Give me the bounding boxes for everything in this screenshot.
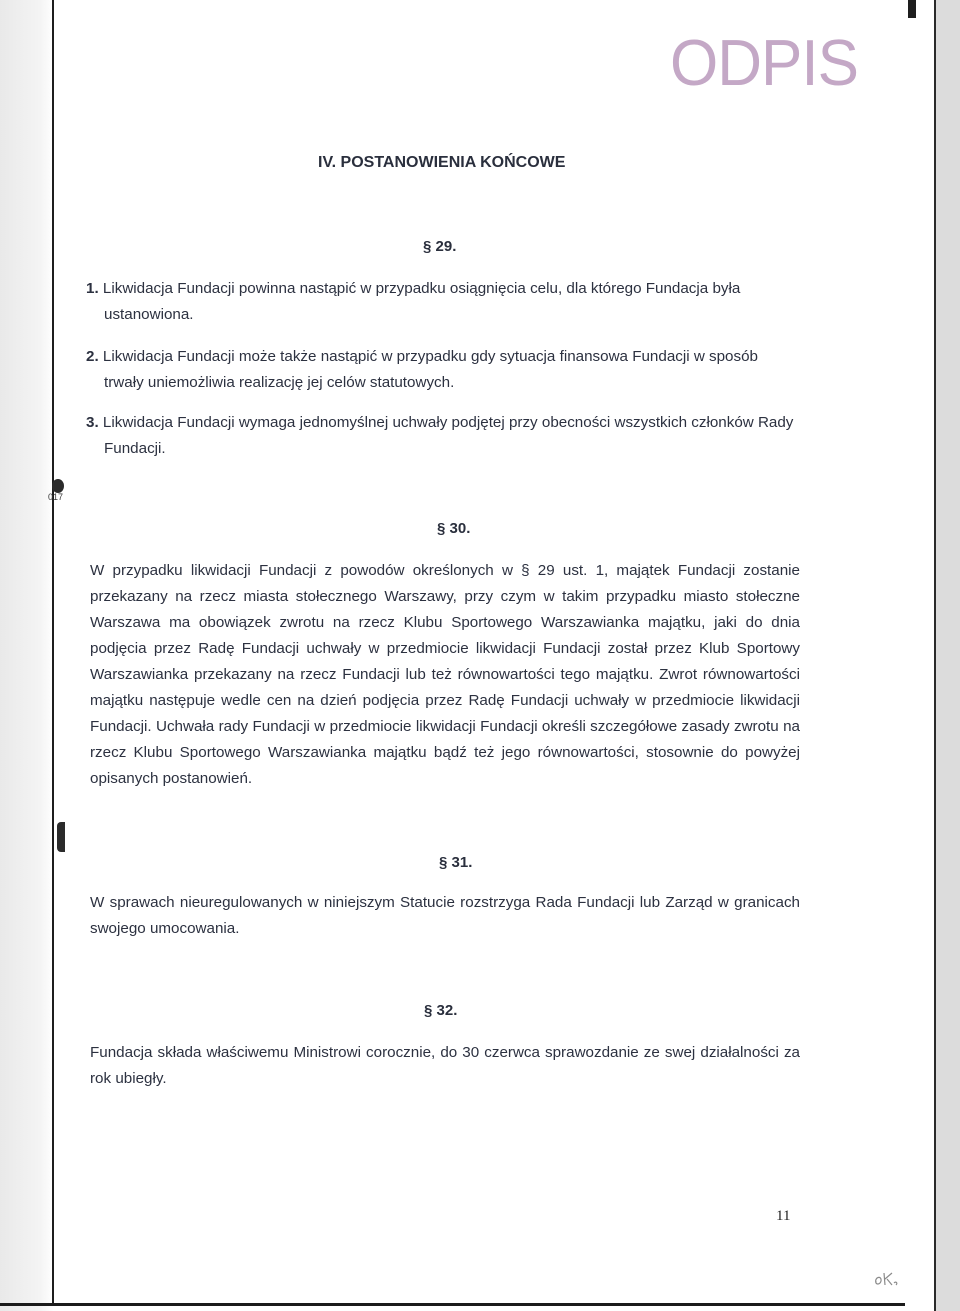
scan-left-edge [0,0,54,1311]
chapter-heading: IV. POSTANOWIENIA KOŃCOWE [318,154,566,171]
handwritten-initials-icon [872,1267,908,1291]
paragraph-line: majątku następuje wedle cen na dzień podjęcia przez Radę Fundacji uchwały w przedmiocie likwidacji [90,692,800,709]
page-number: 11 [776,1208,791,1224]
paragraph-line: swojego umocowania. [90,920,240,937]
scan-right-border [934,0,936,1311]
item-number: 1. [86,280,99,297]
item-text-cont: ustanowiona. [104,306,194,323]
paragraph-line: Fundacji. Uchwała rady Fundacji w przedmiocie likwidacji Fundacji określi szczegółowe zasady zwrotu na [90,718,800,735]
item-text-cont: Fundacji. [104,440,166,457]
section-29-title: § 29. [423,238,457,255]
s29-item-3 [86,410,816,462]
paragraph-line: Warszawianka przekazany na rzecz Fundacji lub też równowartości tego majątku. Zwrot równowartości [90,666,800,683]
s31-paragraph [90,890,800,942]
s30-paragraph [90,558,800,792]
paragraph-line: rok ubiegły. [90,1070,167,1087]
s32-paragraph [90,1040,800,1092]
scan-corner-mark [908,0,916,18]
paragraph-line: W sprawach nieuregulowanych w niniejszym Statucie rozstrzyga Rada Fundacji lub Zarząd w granicach [90,894,800,911]
paragraph-line: opisanych postanowień. [90,770,253,787]
item-text: Likwidacja Fundacji może także nastąpić w przypadku gdy sytuacja finansowa Fundacji w sposób [102,348,758,365]
section-31-title: § 31. [439,854,473,871]
item-text: Likwidacja Fundacji wymaga jednomyślnej uchwały podjętej przy obecności wszystkich członków Rady [102,414,794,431]
binding-hole-icon [46,478,64,502]
scan-right-shadow [936,0,960,1311]
item-number: 3. [86,414,99,431]
section-30-title: § 30. [437,520,471,537]
item-text: Likwidacja Fundacji powinna nastąpić w przypadku osiągnięcia celu, dla którego Fundacja była [102,280,741,297]
section-32-title: § 32. [424,1002,458,1019]
paragraph-line: Warszawa ma obowiązek zwrotu na rzecz Klubu Sportowego Warszawianka majątku, jaki do dnia [90,614,800,631]
paragraph-line: przekazany na rzecz miasta stołecznego Warszawy, przy czym w takim przypadku miasto stołeczne [90,588,800,605]
svg-text:017: 017 [48,492,64,502]
item-number: 2. [86,348,99,365]
scan-bottom-border [0,1303,905,1306]
odpis-stamp: ODPIS [670,27,858,100]
item-text-cont: trwały uniemożliwia realizację jej celów statutowych. [104,374,455,391]
paragraph-line: W przypadku likwidacji Fundacji z powodów określonych w § 29 ust. 1, majątek Fundacji zostanie [90,562,800,579]
binding-hole-icon [57,822,65,852]
paragraph-line: rzecz Klubu Sportowego Warszawianka majątku bądź też jego równowartości, stosownie do powyżej [90,744,800,761]
scan-left-border [52,0,54,1305]
paragraph-line: podjęcia przez Radę Fundacji uchwały w przedmiocie likwidacji Fundacji został przez Klub Sportowy [90,640,800,657]
s29-item-1 [86,276,816,328]
paragraph-line: Fundacja składa właściwemu Ministrowi corocznie, do 30 czerwca sprawozdanie ze swej działalności za [90,1044,800,1061]
s29-item-2 [86,344,816,396]
